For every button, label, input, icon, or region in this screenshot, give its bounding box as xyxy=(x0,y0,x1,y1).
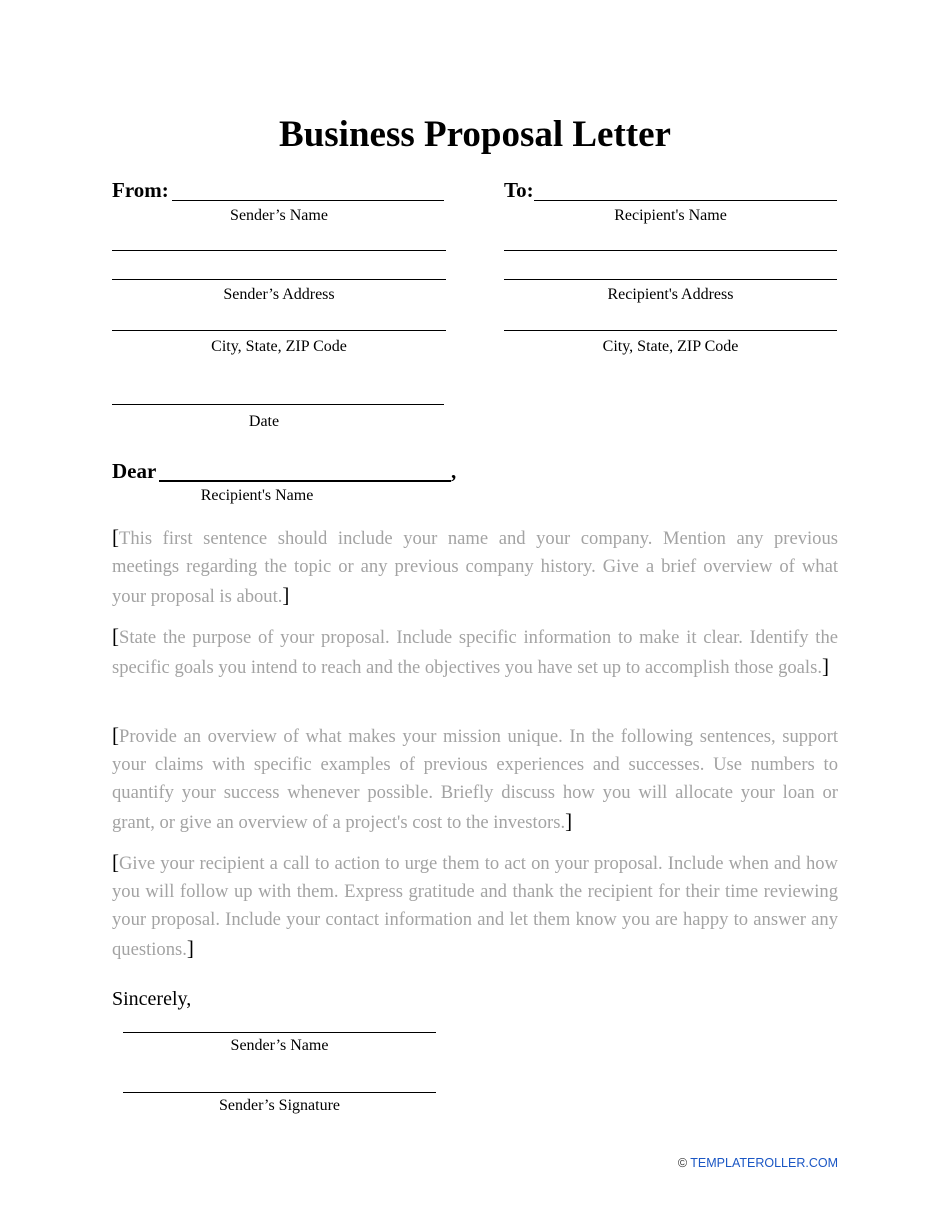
dear-recipient-caption: Recipient's Name xyxy=(200,487,314,504)
paragraph-text: This first sentence should include your name and your company. Mention any previous meetings regarding the topic or any previous company history. Give a brief overview of what your proposal is about. xyxy=(112,528,838,607)
bracket-open: [ xyxy=(112,723,119,747)
signature-name-caption: Sender’s Name xyxy=(230,1037,329,1054)
bracket-close: ] xyxy=(282,583,290,607)
sender-address-line-1[interactable] xyxy=(112,250,446,251)
recipient-name-caption: Recipient's Name xyxy=(614,207,727,224)
recipient-address-caption: Recipient's Address xyxy=(607,286,734,303)
sender-city-line[interactable] xyxy=(112,330,446,331)
date-caption: Date xyxy=(248,413,280,430)
signature-name-line[interactable] xyxy=(123,1032,436,1033)
sender-name-caption: Sender’s Name xyxy=(230,207,328,224)
bracket-close: ] xyxy=(186,936,194,960)
sender-address-line-2[interactable] xyxy=(112,279,446,280)
dear-comma: , xyxy=(451,459,457,483)
body-paragraph-2[interactable] xyxy=(112,622,838,682)
footer-brand[interactable] xyxy=(678,1155,838,1171)
bracket-open: [ xyxy=(112,850,119,874)
document-title: Business Proposal Letter xyxy=(279,114,671,155)
sender-address-caption: Sender’s Address xyxy=(223,286,335,303)
bracket-open: [ xyxy=(112,525,119,549)
recipient-city-line[interactable] xyxy=(504,330,837,331)
recipient-address-line-1[interactable] xyxy=(504,250,837,251)
dear-label: Dear xyxy=(112,459,157,483)
sender-city-caption: City, State, ZIP Code xyxy=(211,338,347,355)
sender-name-line[interactable] xyxy=(172,200,444,201)
body-paragraph-3[interactable] xyxy=(112,721,838,837)
signature-caption: Sender’s Signature xyxy=(218,1097,340,1114)
to-label: To: xyxy=(504,178,534,202)
bracket-open: [ xyxy=(112,624,119,648)
recipient-name-line[interactable] xyxy=(534,200,837,201)
signature-line[interactable] xyxy=(123,1092,436,1093)
recipient-city-caption: City, State, ZIP Code xyxy=(602,338,739,355)
paragraph-text: Provide an overview of what makes your mission unique. In the following sentences, support your claims with specific examples of previous experiences and successes. Use numbers to quantify your success whenever possible. Briefly discuss how you will allocate your loan or grant, or give an overview of a project's cost to the investors. xyxy=(112,726,838,833)
recipient-address-line-2[interactable] xyxy=(504,279,837,280)
paragraph-text: State the purpose of your proposal. Include specific information to make it clear. Identify the specific goals you intend to reach and the objectives you have set up to accomplish those goals. xyxy=(112,627,838,678)
copyright-symbol: © xyxy=(677,1156,688,1170)
date-line[interactable] xyxy=(112,404,444,405)
paragraph-text: Give your recipient a call to action to urge them to act on your proposal. Include when and how you will follow up with them. Express gratitude and thank the recipient for their time reviewing your proposal. Include your contact information and let them know you are happy to answer any questions. xyxy=(112,853,838,960)
dear-recipient-line[interactable] xyxy=(159,480,451,482)
bracket-close: ] xyxy=(565,809,573,833)
from-label: From: xyxy=(112,178,169,202)
body-paragraph-4[interactable] xyxy=(112,848,838,964)
brand-link[interactable]: TEMPLATEROLLER.COM xyxy=(690,1156,838,1170)
closing-text: Sincerely, xyxy=(112,988,192,1010)
body-paragraph-1[interactable] xyxy=(112,523,838,611)
bracket-close: ] xyxy=(822,654,829,678)
